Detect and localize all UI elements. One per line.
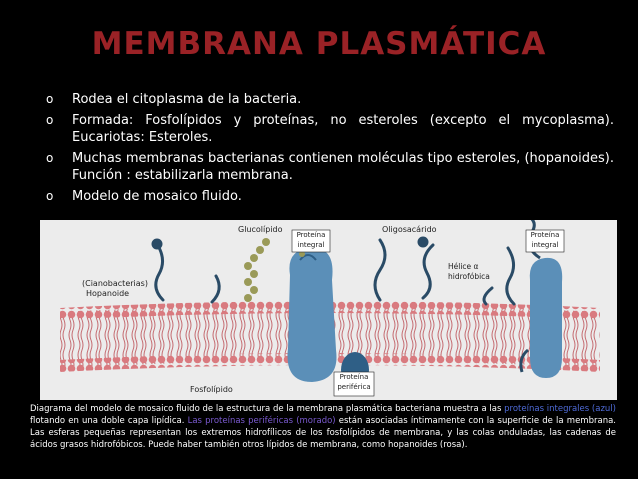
bullet-marker: o (46, 113, 54, 127)
label-text: Glucolípido (238, 225, 283, 234)
caption-part: Diagrama del modelo de mosaico fluido de la estructura de la membrana plasmática bacteriana muestra a las (30, 404, 505, 414)
bullet-item (44, 112, 614, 146)
label-text: Proteína integral (530, 231, 560, 249)
label-oligosacarido (382, 225, 437, 234)
label-helice (448, 262, 504, 286)
label-text: Hélice α hidrofóbica (448, 262, 490, 281)
oligosaccharide (375, 238, 433, 300)
bullet-text: Formada: Fosfolípidos y proteínas, no esteroles (excepto el mycoplasma). Eucariotas: Esteroles. (72, 113, 614, 145)
bullet-marker: o (46, 92, 54, 106)
membrane-diagram (40, 220, 617, 400)
bullet-text: Muchas membranas bacterianas contienen moléculas tipo esteroles, (hopanoides). Función : estabilizarla membrana. (72, 151, 614, 183)
figure-caption (30, 403, 616, 451)
label-fosfolipido (190, 385, 233, 394)
caption-part: flotando en una doble capa lipídica. (30, 416, 188, 426)
integral-protein (288, 235, 337, 382)
label-hopanoide (82, 279, 148, 298)
caption-part: están asociadas íntimamente con la superficie de la membrana. Las esferas pequeñas representan los extremos hidrofílicos de los fosfolípidos de membrana, y las colas onduladas, las cadenas de ácidos grasos hidrofóbicos. Puede haber también otros lípidos de membrana, como hopanoides (rosa). (30, 416, 616, 450)
label-text: Hopanoide (86, 289, 130, 298)
label-text: Proteína periférica (337, 373, 371, 391)
glycolipid (244, 238, 270, 302)
membrane-diagram-svg (40, 220, 617, 400)
label-proteina-integral-2 (526, 230, 564, 252)
bullet-item (44, 91, 614, 108)
label-text: Proteína integral (296, 231, 326, 249)
caption-highlight-peripheral: Las proteínas periféricas (morado) (187, 416, 336, 426)
caption-highlight-integral: proteínas integrales (azul) (504, 404, 616, 414)
bullet-marker: o (46, 189, 54, 203)
bullet-item (44, 188, 614, 205)
label-glucolipido (238, 225, 283, 234)
label-text: Fosfolípido (190, 385, 233, 394)
slide-title: MEMBRANA PLASMÁTICA (91, 26, 547, 62)
bullet-marker: o (46, 151, 54, 165)
bullet-text: Rodea el citoplasma de la bacteria. (72, 92, 302, 107)
label-proteina-periferica (334, 372, 374, 396)
bullet-item (44, 150, 614, 184)
bullet-text: Modelo de mosaico fluido. (72, 189, 242, 204)
label-text: (Cianobacterias) (82, 279, 148, 288)
bullet-list (44, 91, 614, 209)
label-text: Oligosacárido (382, 225, 437, 234)
label-proteina-integral-1 (292, 230, 330, 252)
